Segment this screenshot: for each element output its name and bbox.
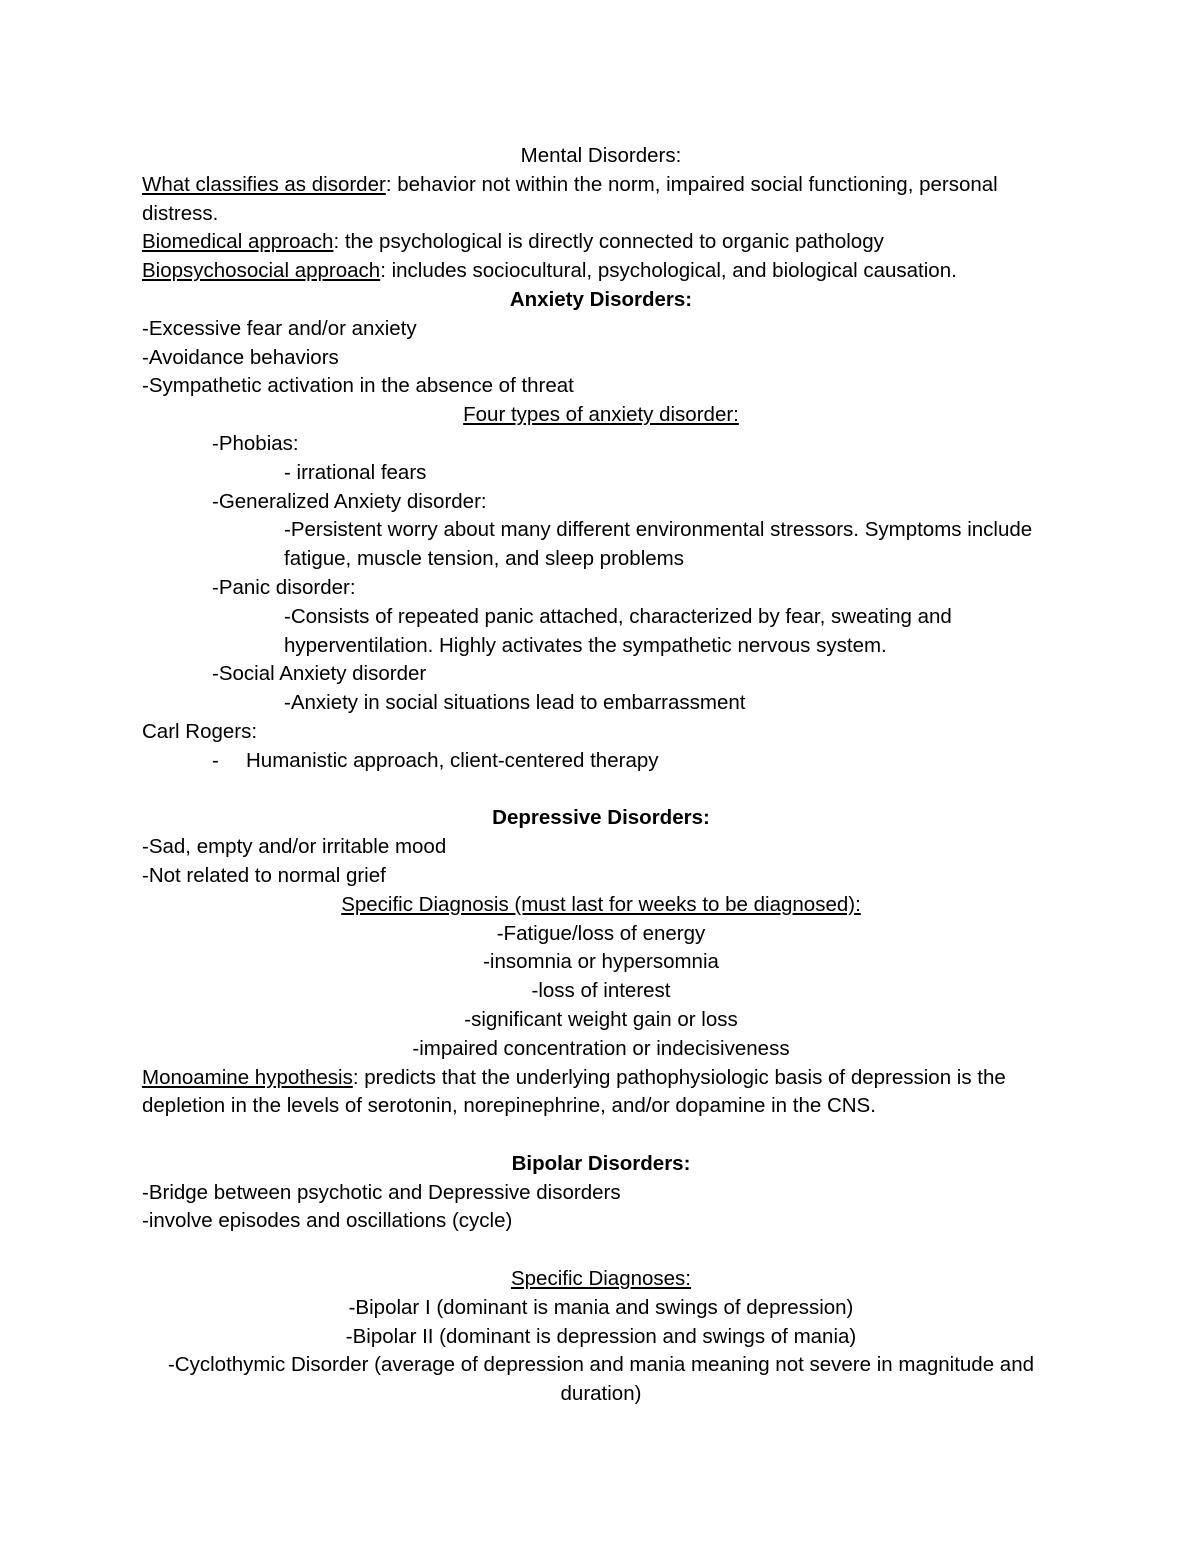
list-item: -impaired concentration or indecisiveness bbox=[412, 1036, 790, 1060]
spacer bbox=[142, 1236, 1060, 1265]
list-item: -Bipolar I (dominant is mania and swings of depression) bbox=[348, 1295, 854, 1319]
anxiety-type-desc: - irrational fears bbox=[284, 460, 427, 484]
definition-disorder bbox=[142, 171, 1060, 229]
section-heading-depressive: Depressive Disorders: bbox=[492, 806, 710, 830]
definition: : the psychological is directly connected to organic pathology bbox=[333, 230, 884, 254]
term: Biopsychosocial approach bbox=[142, 259, 381, 283]
list-item: -significant weight gain or loss bbox=[464, 1007, 738, 1031]
anxiety-type-desc: -Anxiety in social situations lead to embarrassment bbox=[284, 691, 746, 715]
term: Biomedical approach bbox=[142, 230, 334, 254]
list-item: -Sympathetic activation in the absence of threat bbox=[142, 374, 574, 398]
anxiety-type-desc: -Persistent worry about many different environmental stressors. Symptoms include fatigue, muscle tension, and sleep problems bbox=[284, 518, 1033, 571]
subheading-bipolar-diagnoses: Specific Diagnoses: bbox=[510, 1267, 692, 1291]
definition-monoamine bbox=[142, 1064, 1060, 1122]
definition-biopsychosocial bbox=[142, 257, 1060, 286]
section-heading-bipolar: Bipolar Disorders: bbox=[511, 1151, 691, 1175]
list-item: -Fatigue/loss of energy bbox=[496, 921, 706, 945]
subheading-depressive-diagnosis: Specific Diagnosis (must last for weeks to be diagnosed): bbox=[341, 892, 861, 916]
list-item: -loss of interest bbox=[531, 979, 671, 1003]
list-item: -Cyclothymic Disorder (average of depression and mania meaning not severe in magnitude and duration) bbox=[167, 1353, 1034, 1406]
term: Monoamine hypothesis bbox=[142, 1065, 353, 1089]
section-heading-anxiety: Anxiety Disorders: bbox=[509, 287, 693, 311]
rogers-label: Carl Rogers: bbox=[142, 719, 258, 743]
document-body bbox=[142, 142, 1060, 1409]
list-item: -involve episodes and oscillations (cycle) bbox=[142, 1209, 513, 1233]
list-item: -Not related to normal grief bbox=[142, 863, 386, 887]
anxiety-type-name: -Panic disorder: bbox=[212, 575, 356, 599]
list-item: -Sad, empty and/or irritable mood bbox=[142, 835, 447, 859]
list-item: -insomnia or hypersomnia bbox=[483, 950, 719, 974]
term: What classifies as disorder bbox=[142, 172, 386, 196]
list-item: -Bipolar II (dominant is depression and swings of mania) bbox=[345, 1324, 857, 1348]
spacer bbox=[142, 776, 1060, 805]
subheading-anxiety-types: Four types of anxiety disorder: bbox=[463, 403, 739, 427]
list-item: -Avoidance behaviors bbox=[142, 345, 339, 369]
list-item: -Excessive fear and/or anxiety bbox=[142, 316, 417, 340]
definition: : predicts that the underlying pathophysiologic basis of depression is the depletion in the levels of serotonin, norepinephrine, and/or dopamine in the CNS. bbox=[142, 1065, 1006, 1118]
definition-biomedical bbox=[142, 228, 1060, 257]
definition: : behavior not within the norm, impaired social functioning, personal distress. bbox=[142, 172, 998, 225]
list-item: -Bridge between psychotic and Depressive disorders bbox=[142, 1180, 621, 1204]
anxiety-type-name: -Generalized Anxiety disorder: bbox=[212, 489, 487, 513]
dash-marker: - bbox=[212, 748, 219, 772]
anxiety-type-name: -Phobias: bbox=[212, 431, 299, 455]
rogers-item bbox=[142, 747, 1060, 776]
spacer bbox=[142, 1121, 1060, 1150]
page-title: Mental Disorders: bbox=[520, 144, 682, 167]
rogers-item-text: Humanistic approach, client-centered therapy bbox=[246, 748, 659, 772]
definition: : includes sociocultural, psychological, and biological causation. bbox=[380, 259, 957, 283]
anxiety-type-desc: -Consists of repeated panic attached, characterized by fear, sweating and hyperventilation. Highly activates the sympathetic nervous system. bbox=[284, 604, 952, 657]
anxiety-type-name: -Social Anxiety disorder bbox=[212, 662, 427, 686]
